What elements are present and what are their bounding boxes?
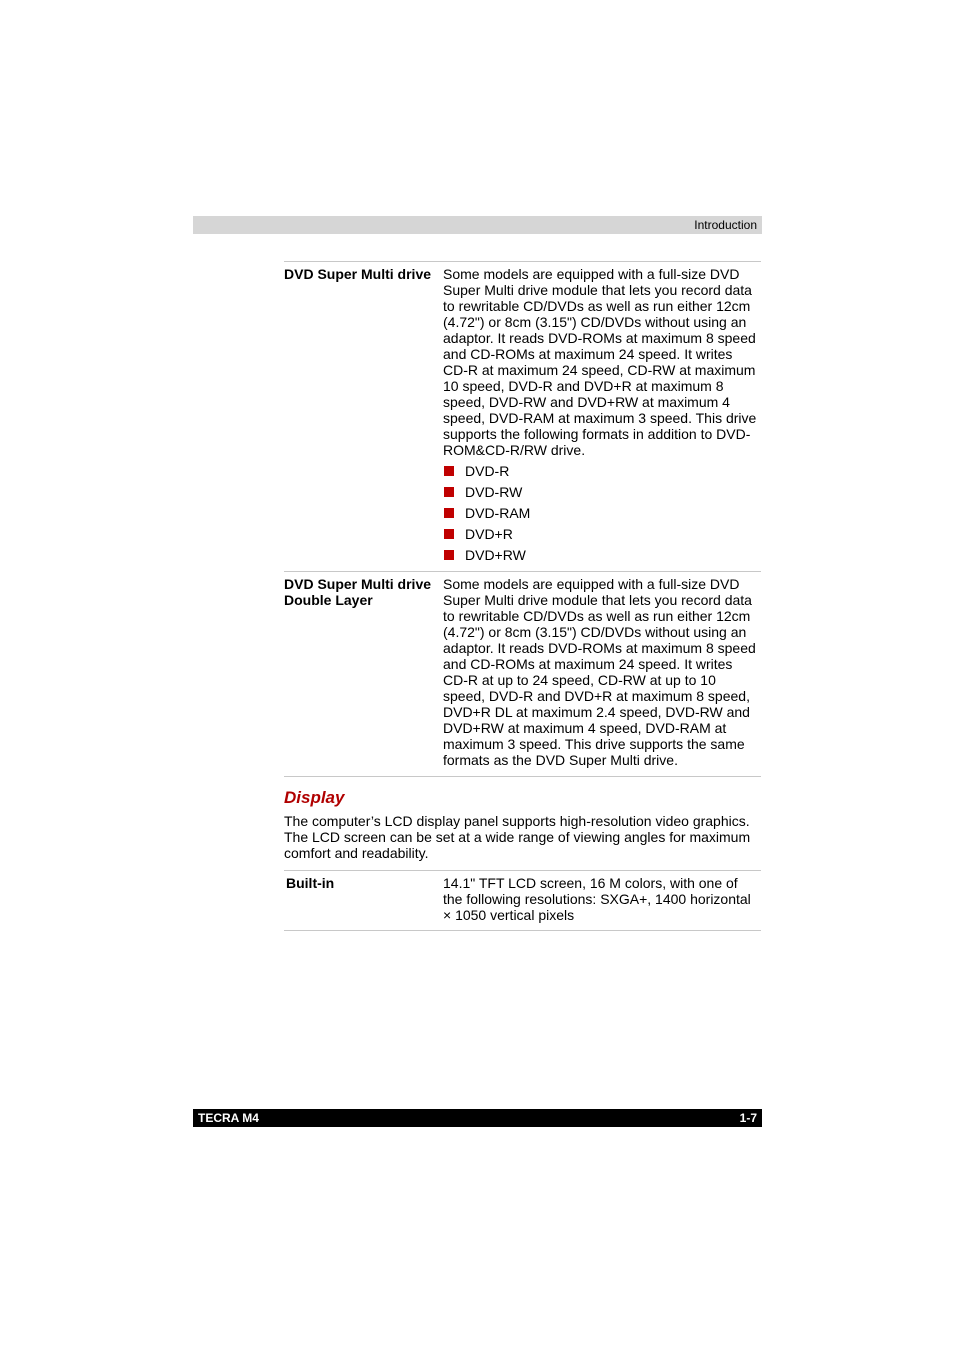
page-header-bar	[193, 216, 762, 234]
list-item	[443, 547, 761, 563]
footer-model-name: TECRA M4	[198, 1111, 259, 1125]
red-square-bullet-icon	[444, 487, 454, 497]
section-intro-paragraph: The computer’s LCD display panel supports high-resolution video graphics. The LCD screen can be set at a wide range of viewing angles for maximum comfort and readability.	[284, 813, 751, 861]
footer-page-number: 1-7	[739, 1111, 757, 1125]
table-row	[284, 871, 761, 931]
list-item	[443, 505, 761, 521]
format-list	[443, 463, 761, 563]
list-item-label: DVD+R	[465, 526, 513, 542]
red-square-bullet-icon	[444, 550, 454, 560]
table-row	[284, 572, 761, 777]
list-item	[443, 526, 761, 542]
list-item-label: DVD-RW	[465, 484, 523, 500]
section-heading: Display	[284, 788, 345, 807]
display-spec-table	[284, 870, 761, 931]
list-item	[443, 484, 761, 500]
header-section-title: Introduction	[694, 218, 757, 232]
spec-label: DVD Super Multi drive	[284, 266, 432, 282]
spec-label: Built-in	[286, 875, 335, 891]
spec-description-text: Some models are equipped with a full-size DVD Super Multi drive module that lets you record data to rewritable CD/DVDs as well as run either 12cm (4.72") or 8cm (3.15") CD/DVDs without using an adaptor. It reads DVD-ROMs at maximum 8 speed and CD-ROMs at maximum 24 speed. It writes CD-R at maximum 24 speed, CD-RW at maximum 10 speed, DVD-R and DVD+R at maximum 8 speed, DVD-RW and DVD+RW at maximum 4 speed, DVD-RAM at maximum 3 speed. This drive supports the following formats in addition to DVD-ROM&CD-R/RW drive.	[443, 266, 757, 458]
list-item-label: DVD+RW	[465, 547, 526, 563]
spec-label: DVD Super Multi drive Double Layer	[284, 576, 432, 608]
red-square-bullet-icon	[444, 529, 454, 539]
drives-spec-table	[284, 261, 761, 777]
page-footer-bar	[193, 1109, 762, 1127]
list-item-label: DVD-RAM	[465, 505, 531, 521]
spec-description	[443, 266, 761, 563]
list-item-label: DVD-R	[465, 463, 510, 479]
page-content	[284, 261, 761, 931]
spec-description: 14.1" TFT LCD screen, 16 M colors, with one of the following resolutions: SXGA+, 1400 horizontal × 1050 vertical pixels	[443, 875, 751, 923]
spec-description: Some models are equipped with a full-size DVD Super Multi drive module that lets you record data to rewritable CD/DVDs as well as run either 12cm (4.72") or 8cm (3.15") CD/DVDs without using an adaptor. It reads DVD-ROMs at maximum 8 speed and CD-ROMs at maximum 24 speed. It writes CD-R at up to 24 speed, CD-RW at up to 10 speed, DVD-R and DVD+R at maximum 8 speed, DVD+R DL at maximum 2.4 speed, DVD-RW and DVD+RW at maximum 4 speed, DVD-RAM at maximum 3 speed. This drive supports the same formats as the DVD Super Multi drive.	[443, 576, 756, 768]
list-item	[443, 463, 761, 479]
red-square-bullet-icon	[444, 508, 454, 518]
table-row	[284, 262, 761, 572]
red-square-bullet-icon	[444, 466, 454, 476]
